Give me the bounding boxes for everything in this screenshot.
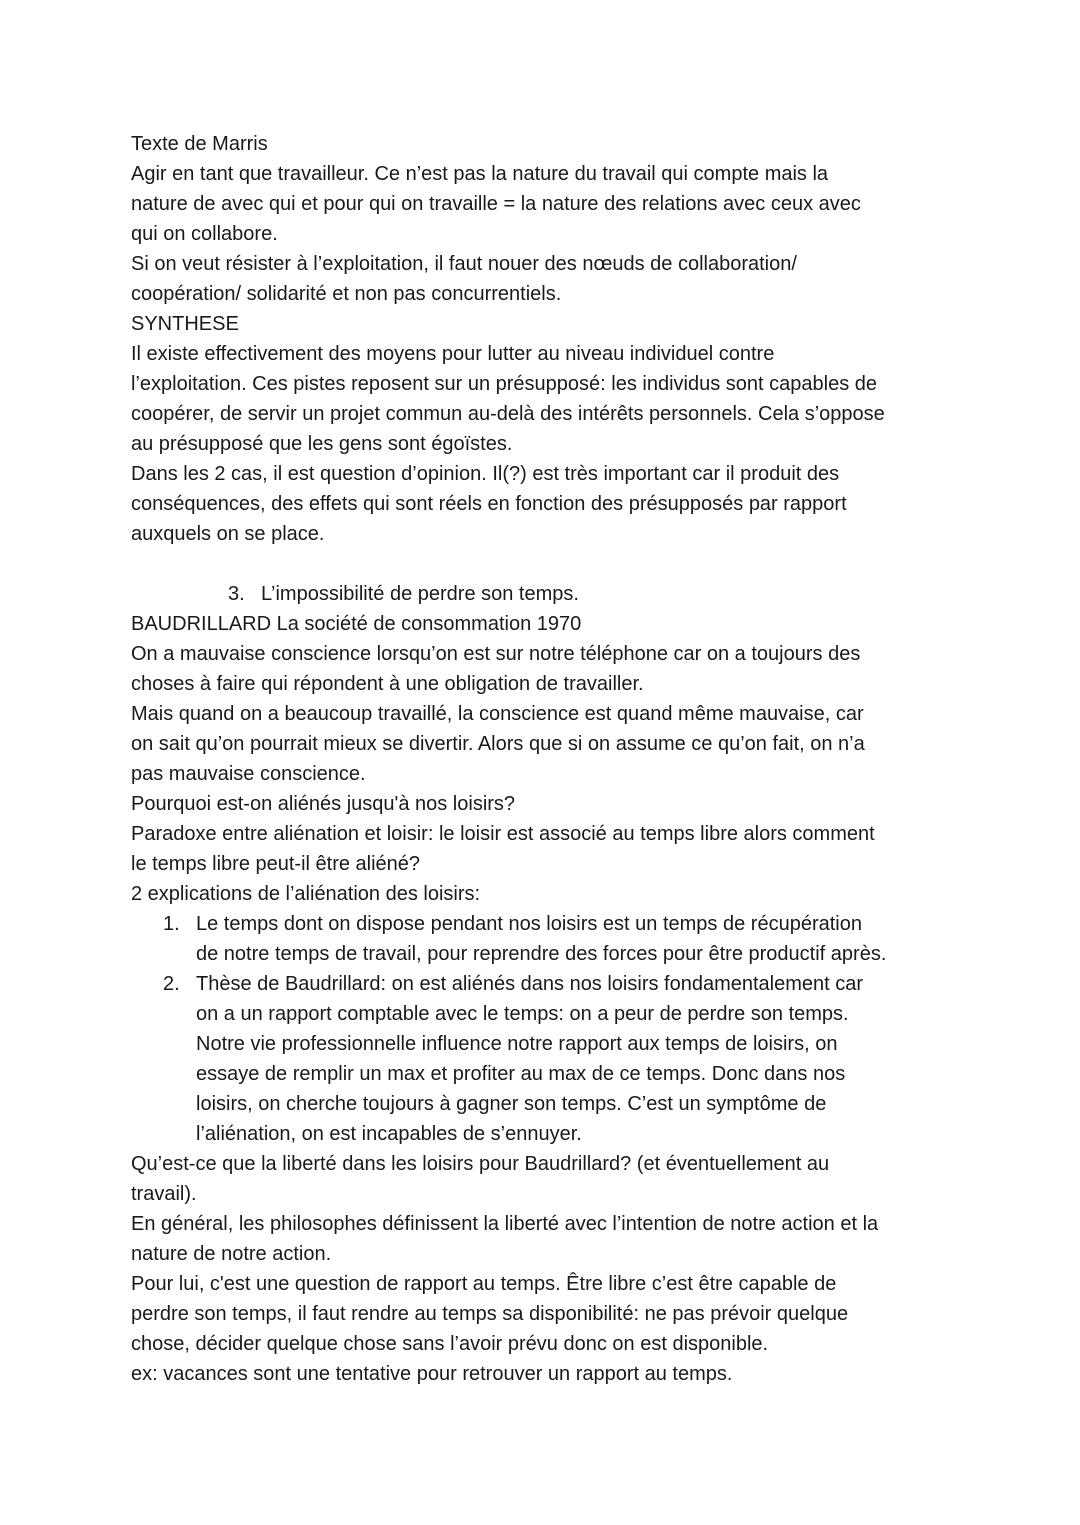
text-line: Pourquoi est-on aliénés jusqu'à nos loisirs? [131, 793, 516, 815]
text-line: le temps libre peut-il être aliéné? [131, 853, 421, 875]
text-line: Dans les 2 cas, il est question d’opinion. Il(?) est très important car il produit des [131, 463, 840, 485]
list-item-text [196, 909, 886, 969]
text-line: chose, décider quelque chose sans l’avoir prévu donc on est disponible. [131, 1333, 769, 1355]
text-line: on a un rapport comptable avec le temps: on a peur de perdre son temps. [196, 1003, 849, 1025]
list-item-number: 1. [163, 913, 180, 935]
text-line: conséquences, des effets qui sont réels en fonction des présupposés par rapport [131, 493, 847, 515]
text-line: Texte de Marris [131, 133, 268, 155]
text-line: auxquels on se place. [131, 523, 325, 545]
text-line: Il existe effectivement des moyens pour lutter au niveau individuel contre [131, 343, 775, 365]
text-line: l’exploitation. Ces pistes reposent sur un présupposé: les individus sont capables de [131, 373, 877, 395]
text-line: travail). [131, 1183, 197, 1205]
section-number: 3. [228, 583, 245, 605]
text-line: Agir en tant que travailleur. Ce n’est pas la nature du travail qui compte mais la [131, 163, 829, 185]
text-line: coopération/ solidarité et non pas concurrentiels. [131, 283, 562, 305]
list-item-number: 2. [163, 973, 180, 995]
text-block-baudrillard [131, 609, 961, 909]
document-body [131, 129, 961, 1389]
text-line: loisirs, on cherche toujours à gagner son temps. C’est un symptôme de [196, 1093, 827, 1115]
section-title: L’impossibilité de perdre son temps. [261, 583, 579, 605]
text-line: de notre temps de travail, pour reprendre des forces pour être productif après. [196, 943, 887, 965]
text-block-liberte [131, 1149, 961, 1389]
text-line: Notre vie professionnelle influence notre rapport aux temps de loisirs, on [196, 1033, 838, 1055]
numbered-list [131, 909, 961, 1149]
text-line: qui on collabore. [131, 223, 278, 245]
text-line: pas mauvaise conscience. [131, 763, 366, 785]
text-line: coopérer, de servir un projet commun au-delà des intérêts personnels. Cela s’oppose [131, 403, 885, 425]
text-line: BAUDRILLARD La société de consommation 1970 [131, 613, 582, 635]
text-line: nature de avec qui et pour qui on travaille = la nature des relations avec ceux avec [131, 193, 861, 215]
text-line: En général, les philosophes définissent la liberté avec l’intention de notre action et la [131, 1213, 879, 1235]
text-line: 2 explications de l’aliénation des loisirs: [131, 883, 481, 905]
text-line: essaye de remplir un max et profiter au max de ce temps. Donc dans nos [196, 1063, 846, 1085]
text-line: Pour lui, c'est une question de rapport au temps. Être libre c’est être capable de [131, 1273, 837, 1295]
text-line: perdre son temps, il faut rendre au temps sa disponibilité: ne pas prévoir quelque [131, 1303, 849, 1325]
text-line: Thèse de Baudrillard: on est aliénés dans nos loisirs fondamentalement car [196, 973, 864, 995]
text-line: Le temps dont on dispose pendant nos loisirs est un temps de récupération [196, 913, 862, 935]
section-heading [131, 579, 961, 609]
text-block-marris [131, 129, 961, 549]
list-item [131, 909, 961, 969]
text-line: ex: vacances sont une tentative pour retrouver un rapport au temps. [131, 1363, 733, 1385]
text-line: l’aliénation, on est incapables de s’ennuyer. [196, 1123, 582, 1145]
text-line: au présupposé que les gens sont égoïstes. [131, 433, 513, 455]
text-line: Paradoxe entre aliénation et loisir: le loisir est associé au temps libre alors comment [131, 823, 875, 845]
list-item-text [196, 969, 863, 1149]
text-line: nature de notre action. [131, 1243, 332, 1265]
text-line: On a mauvaise conscience lorsqu’on est sur notre téléphone car on a toujours des [131, 643, 861, 665]
spacer [131, 549, 961, 579]
text-line: Mais quand on a beaucoup travaillé, la conscience est quand même mauvaise, car [131, 703, 864, 725]
list-item [131, 969, 961, 1149]
text-line: choses à faire qui répondent à une obligation de travailler. [131, 673, 644, 695]
text-line: SYNTHESE [131, 313, 239, 335]
text-line: on sait qu’on pourrait mieux se divertir. Alors que si on assume ce qu’on fait, on n’a [131, 733, 865, 755]
text-line: Qu’est-ce que la liberté dans les loisirs pour Baudrillard? (et éventuellement au [131, 1153, 830, 1175]
text-line: Si on veut résister à l’exploitation, il faut nouer des nœuds de collaboration/ [131, 253, 797, 275]
